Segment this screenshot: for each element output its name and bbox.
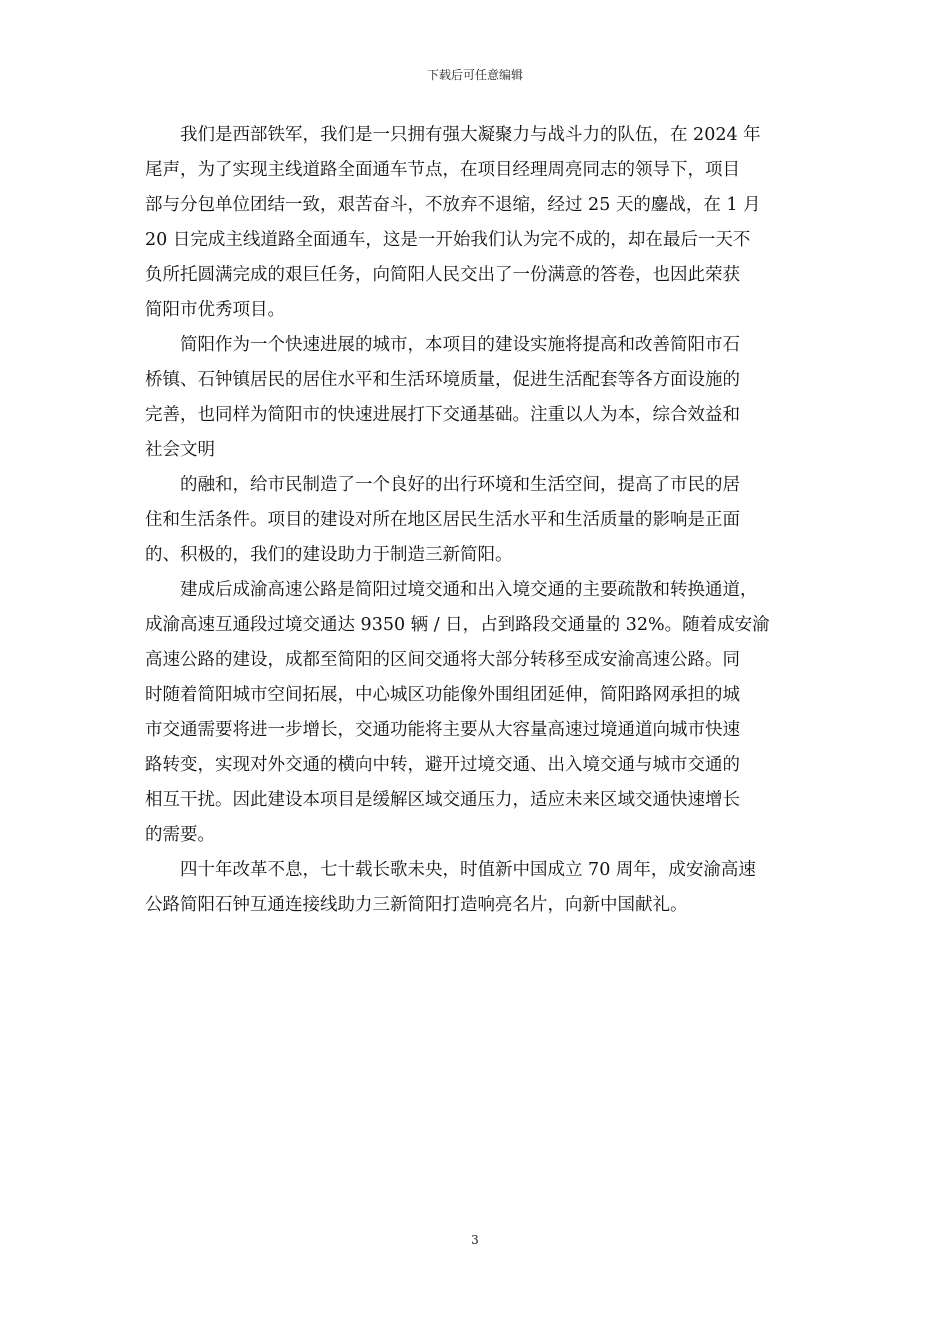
page-footer	[0, 1232, 950, 1248]
paragraph-line: 部与分包单位团结一致，艰苦奋斗，不放弃不退缩，经过 25 天的鏖战，在 1 月	[145, 195, 761, 215]
page-number: 3	[471, 1233, 479, 1247]
paragraph-line: 的需要。	[145, 825, 215, 845]
paragraph-line: 四十年改革不息，七十载长歌未央，时值新中国成立 70 周年，成安渝高速	[180, 860, 756, 880]
header-text: 下载后可任意编辑	[426, 68, 523, 82]
paragraph-line: 简阳市优秀项目。	[145, 300, 285, 320]
paragraph-line: 公路简阳石钟互通连接线助力三新简阳打造响亮名片，向新中国献礼。	[145, 895, 688, 915]
paragraph-line: 时随着简阳城市空间拓展，中心城区功能像外围组团延伸，简阳路网承担的城	[145, 685, 740, 705]
paragraph-line: 路转变，实现对外交通的横向中转，避开过境交通、出入境交通与城市交通的	[145, 755, 740, 775]
paragraph-line: 20 日完成主线道路全面通车，这是一开始我们认为完不成的，却在最后一天不	[145, 230, 751, 250]
paragraph-2	[145, 328, 809, 468]
paragraph-line: 建成后成渝高速公路是简阳过境交通和出入境交通的主要疏散和转换通道，	[180, 580, 758, 600]
paragraph-line: 高速公路的建设，成都至简阳的区间交通将大部分转移至成安渝高速公路。同	[145, 650, 740, 670]
paragraph-line: 桥镇、石钟镇居民的居住水平和生活环境质量，促进生活配套等各方面设施的	[145, 370, 740, 390]
paragraph-4	[145, 573, 809, 853]
paragraph-line: 相互干扰。因此建设本项目是缓解区域交通压力，适应未来区域交通快速增长	[145, 790, 740, 810]
paragraph-line: 的融和，给市民制造了一个良好的出行环境和生活空间，提高了市民的居	[180, 475, 740, 495]
document-body	[145, 118, 809, 923]
paragraph-line: 住和生活条件。项目的建设对所在地区居民生活水平和生活质量的影响是正面	[145, 510, 740, 530]
page-header	[0, 67, 950, 83]
paragraph-3	[145, 468, 809, 573]
paragraph-line: 市交通需要将进一步增长，交通功能将主要从大容量高速过境通道向城市快速	[145, 720, 740, 740]
paragraph-line: 负所托圆满完成的艰巨任务，向简阳人民交出了一份满意的答卷，也因此荣获	[145, 265, 740, 285]
paragraph-line: 社会文明	[145, 440, 215, 460]
paragraph-line: 我们是西部铁军，我们是一只拥有强大凝聚力与战斗力的队伍，在 2024 年	[180, 125, 761, 145]
paragraph-5	[145, 853, 809, 923]
paragraph-line: 简阳作为一个快速进展的城市，本项目的建设实施将提高和改善简阳市石	[180, 335, 740, 355]
paragraph-line: 尾声，为了实现主线道路全面通车节点，在项目经理周亮同志的领导下，项目	[145, 160, 740, 180]
paragraph-line: 成渝高速互通段过境交通达 9350 辆 / 日，占到路段交通量的 32%。随着成安渝	[145, 615, 770, 635]
paragraph-1	[145, 118, 809, 328]
paragraph-line: 的、积极的，我们的建设助力于制造三新简阳。	[145, 545, 513, 565]
paragraph-line: 完善，也同样为简阳市的快速进展打下交通基础。注重以人为本，综合效益和	[145, 405, 740, 425]
